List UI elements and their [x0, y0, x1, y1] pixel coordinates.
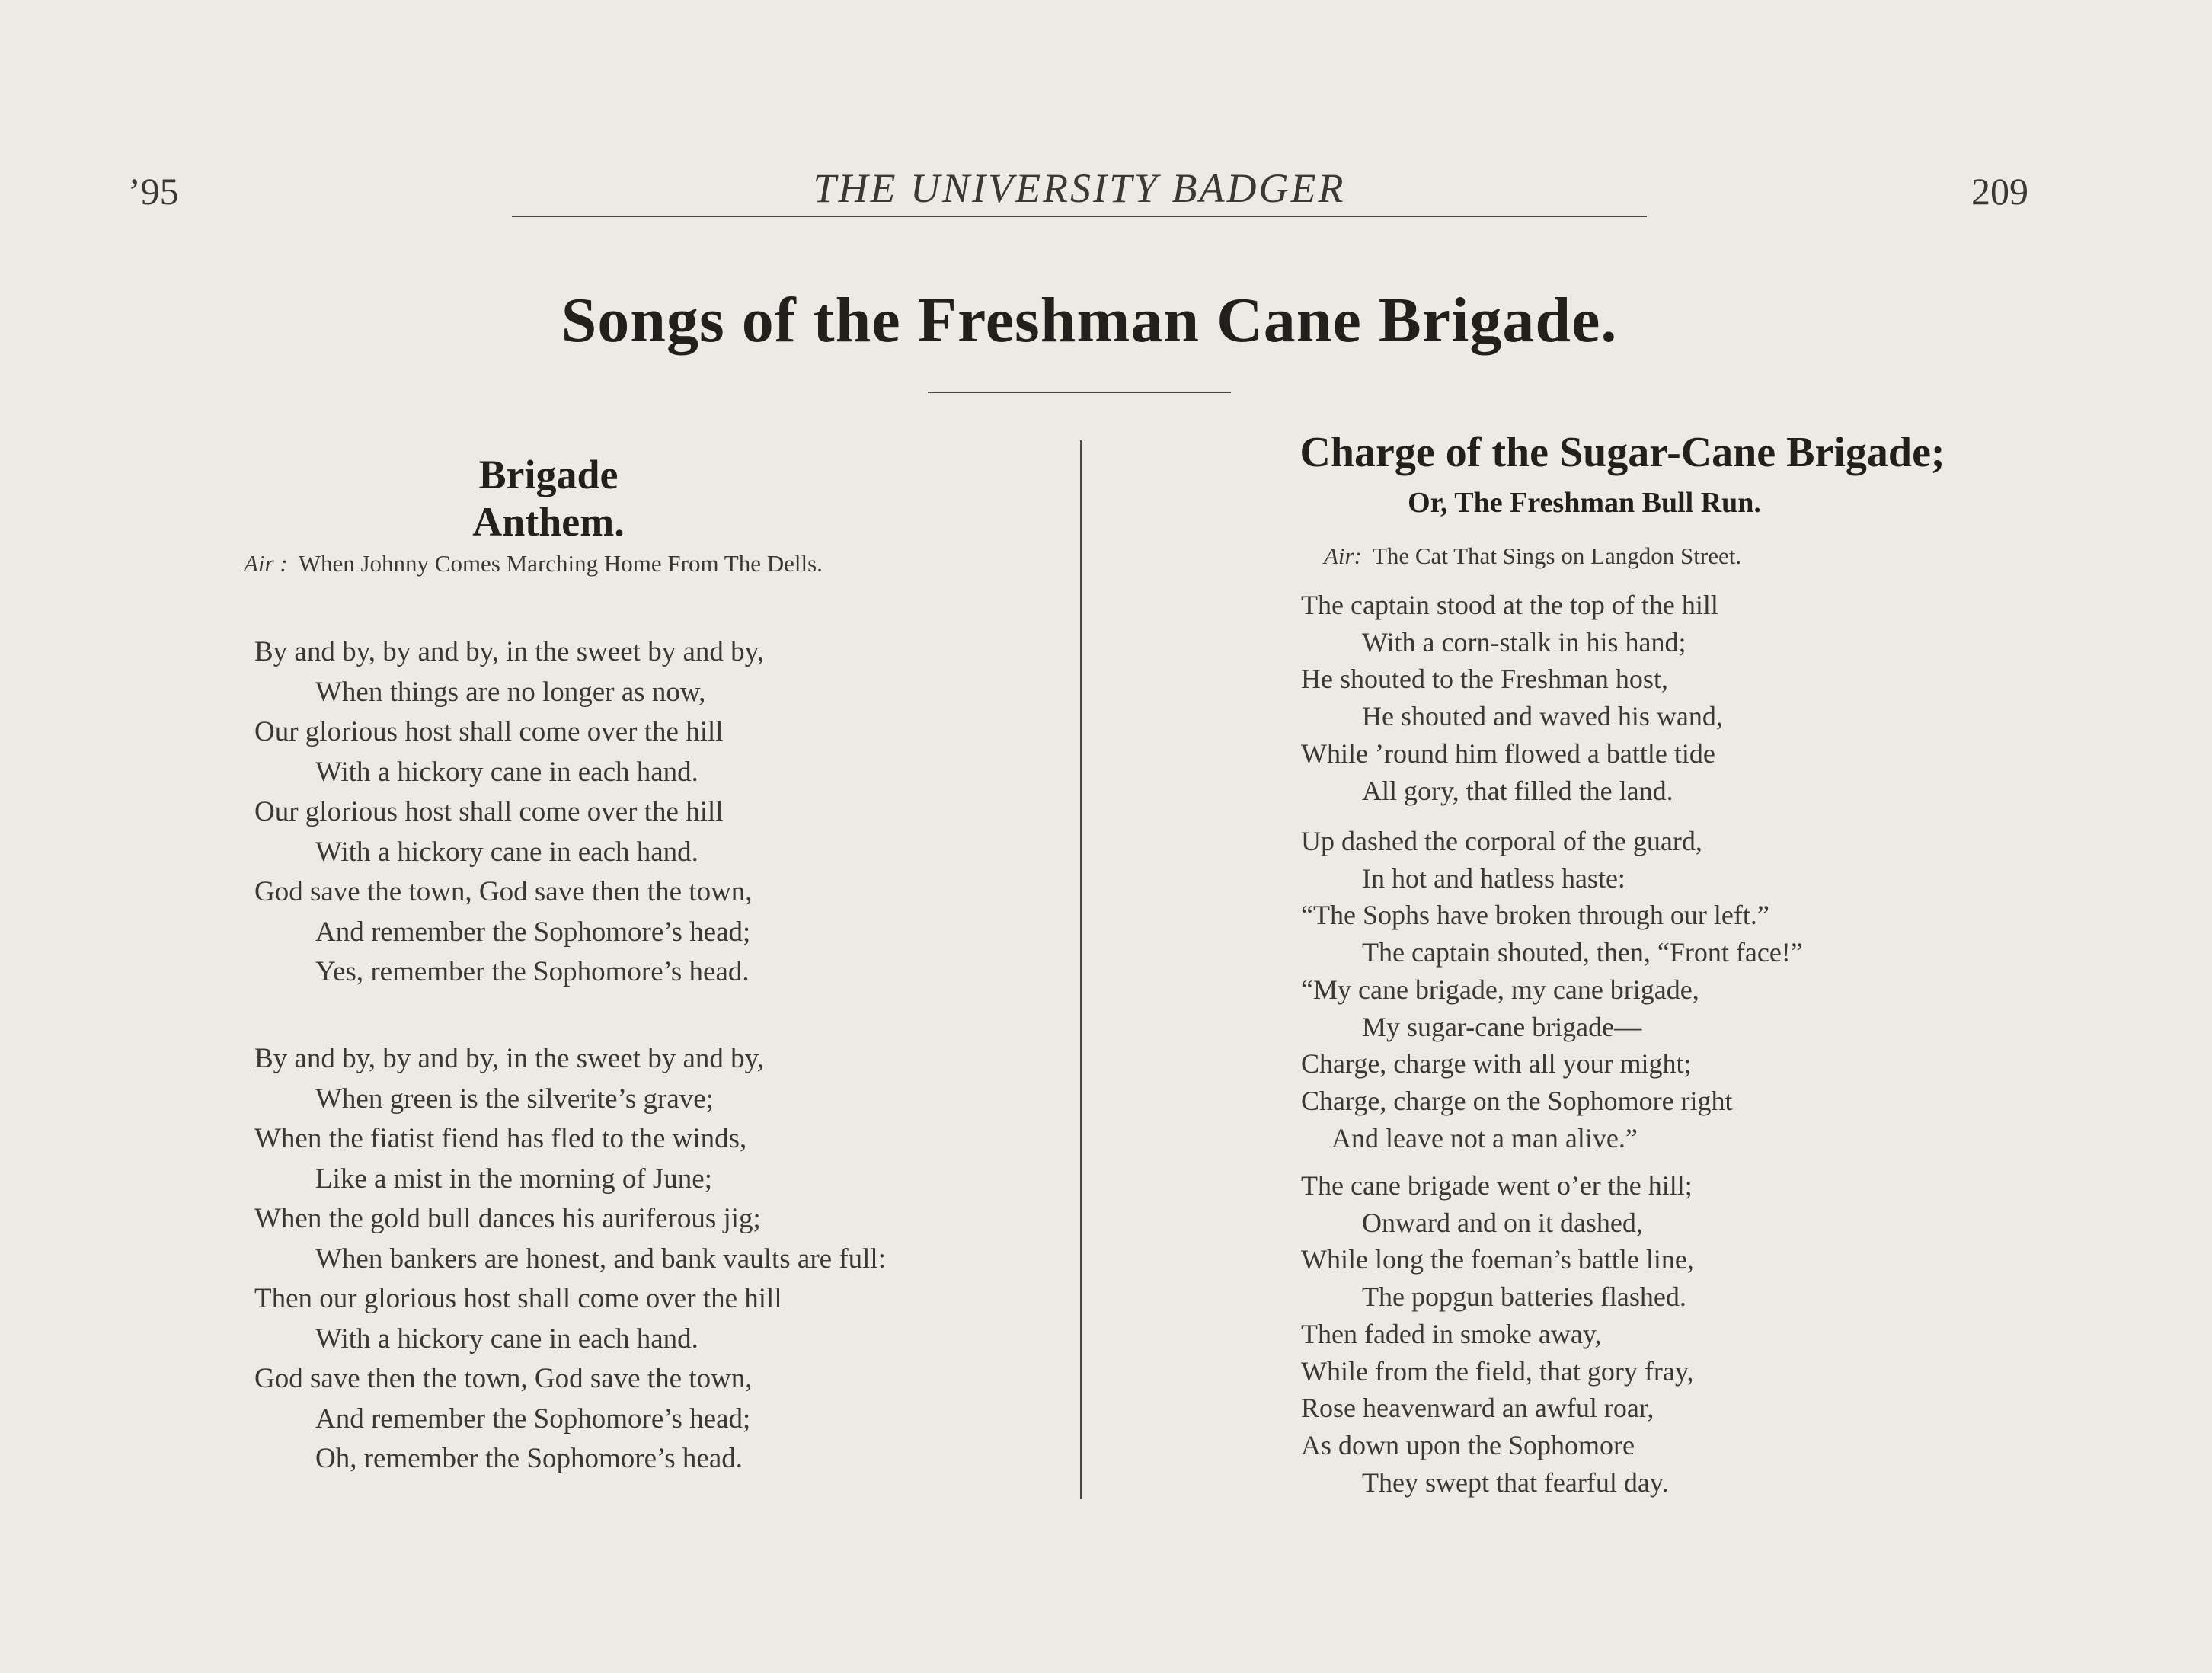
verse-line: With a hickory cane in each hand. — [315, 1323, 698, 1355]
left-stanza — [254, 1039, 886, 1479]
verse-line: He shouted to the Freshman host, — [1301, 664, 1668, 695]
verse-line: Charge, charge with all your might; — [1301, 1048, 1692, 1080]
header-rule — [512, 216, 1647, 217]
verse-line: With a corn-stalk in his hand; — [1362, 626, 1686, 657]
title-rule — [928, 392, 1231, 393]
verse-line: God save the town, God save then the town, — [254, 876, 753, 907]
verse-line: The captain shouted, then, “Front face!” — [1362, 937, 1803, 968]
verse-line: God save then the town, God save the town, — [254, 1363, 753, 1394]
verse-line: All gory, that filled the land. — [1362, 775, 1673, 806]
verse-line: And remember the Sophomore’s head; — [315, 1403, 751, 1435]
right-air-line — [1324, 542, 1741, 570]
verse-line: Our glorious host shall come over the hill — [254, 796, 724, 827]
verse-line: Up dashed the corporal of the guard, — [1301, 826, 1702, 856]
left-stanza — [254, 632, 764, 993]
verse-line: When the gold bull dances his auriferous jig; — [254, 1203, 761, 1234]
verse-line: When bankers are honest, and bank vaults are full: — [315, 1243, 886, 1275]
verse-line: In hot and hatless haste: — [1362, 862, 1625, 894]
verse-line: While from the field, that gory fray, — [1301, 1355, 1694, 1387]
verse-line: Oh, remember the Sophomore’s head. — [315, 1443, 743, 1474]
right-song-title: Charge of the Sugar-Cane Brigade; — [1299, 429, 1945, 476]
verse-line: “My cane brigade, my cane brigade, — [1301, 974, 1699, 1005]
verse-line: Then faded in smoke away, — [1301, 1318, 1602, 1349]
verse-line: Yes, remember the Sophomore’s head. — [315, 956, 750, 987]
verse-line: By and by, by and by, in the sweet by and by, — [254, 636, 764, 667]
air-text: The Cat That Sings on Langdon Street. — [1372, 542, 1742, 569]
right-song-subtitle: Or, The Freshman Bull Run. — [1408, 487, 1761, 519]
right-stanza — [1301, 587, 1723, 809]
verse-line: And remember the Sophomore’s head; — [315, 916, 751, 948]
verse-line: While long the foeman’s battle line, — [1301, 1244, 1694, 1275]
verse-line: Rose heavenward an awful roar, — [1301, 1393, 1654, 1424]
air-label: Air : — [244, 550, 288, 577]
verse-line: When things are no longer as now, — [315, 676, 706, 708]
verse-line: With a hickory cane in each hand. — [315, 836, 698, 868]
verse-line: My sugar-cane brigade— — [1362, 1011, 1642, 1042]
left-song-title: Brigade Anthem. — [472, 452, 625, 545]
column-divider — [1080, 440, 1082, 1499]
air-text: When Johnny Comes Marching Home From The Dells. — [298, 550, 823, 577]
air-label: Air: — [1324, 542, 1362, 569]
verse-line: As down upon the Sophomore — [1301, 1429, 1635, 1460]
verse-line: The cane brigade went o’er the hill; — [1301, 1170, 1693, 1201]
running-head: THE UNIVERSITY BADGER — [813, 165, 1346, 211]
verse-line: With a hickory cane in each hand. — [315, 756, 698, 788]
verse-line: He shouted and waved his wand, — [1362, 701, 1723, 732]
verse-line: While ’round him flowed a battle tide — [1301, 737, 1715, 769]
page-number: 209 — [1971, 170, 2028, 213]
verse-line: And leave not a man alive.” — [1331, 1122, 1638, 1153]
verse-line: By and by, by and by, in the sweet by and by, — [254, 1043, 764, 1074]
verse-line: The popgun batteries flashed. — [1362, 1281, 1686, 1313]
verse-line: Then our glorious host shall come over the hill — [254, 1283, 782, 1314]
right-stanza — [1301, 1167, 1694, 1501]
page-title: Songs of the Freshman Cane Brigade. — [561, 285, 1618, 356]
verse-line: When green is the silverite’s grave; — [315, 1083, 714, 1115]
year-label: ’95 — [128, 170, 179, 213]
verse-line: When the fiatist fiend has fled to the winds, — [254, 1123, 747, 1154]
left-air-line — [244, 550, 823, 577]
verse-line: “The Sophs have broken through our left.” — [1301, 900, 1769, 931]
verse-line: Charge, charge on the Sophomore right — [1301, 1085, 1733, 1116]
right-stanza — [1301, 823, 1803, 1156]
verse-line: They swept that fearful day. — [1362, 1467, 1669, 1498]
verse-line: Onward and on it dashed, — [1362, 1207, 1643, 1238]
verse-line: Like a mist in the morning of June; — [315, 1163, 712, 1195]
verse-line: The captain stood at the top of the hill — [1301, 590, 1718, 620]
verse-line: Our glorious host shall come over the hill — [254, 716, 724, 747]
